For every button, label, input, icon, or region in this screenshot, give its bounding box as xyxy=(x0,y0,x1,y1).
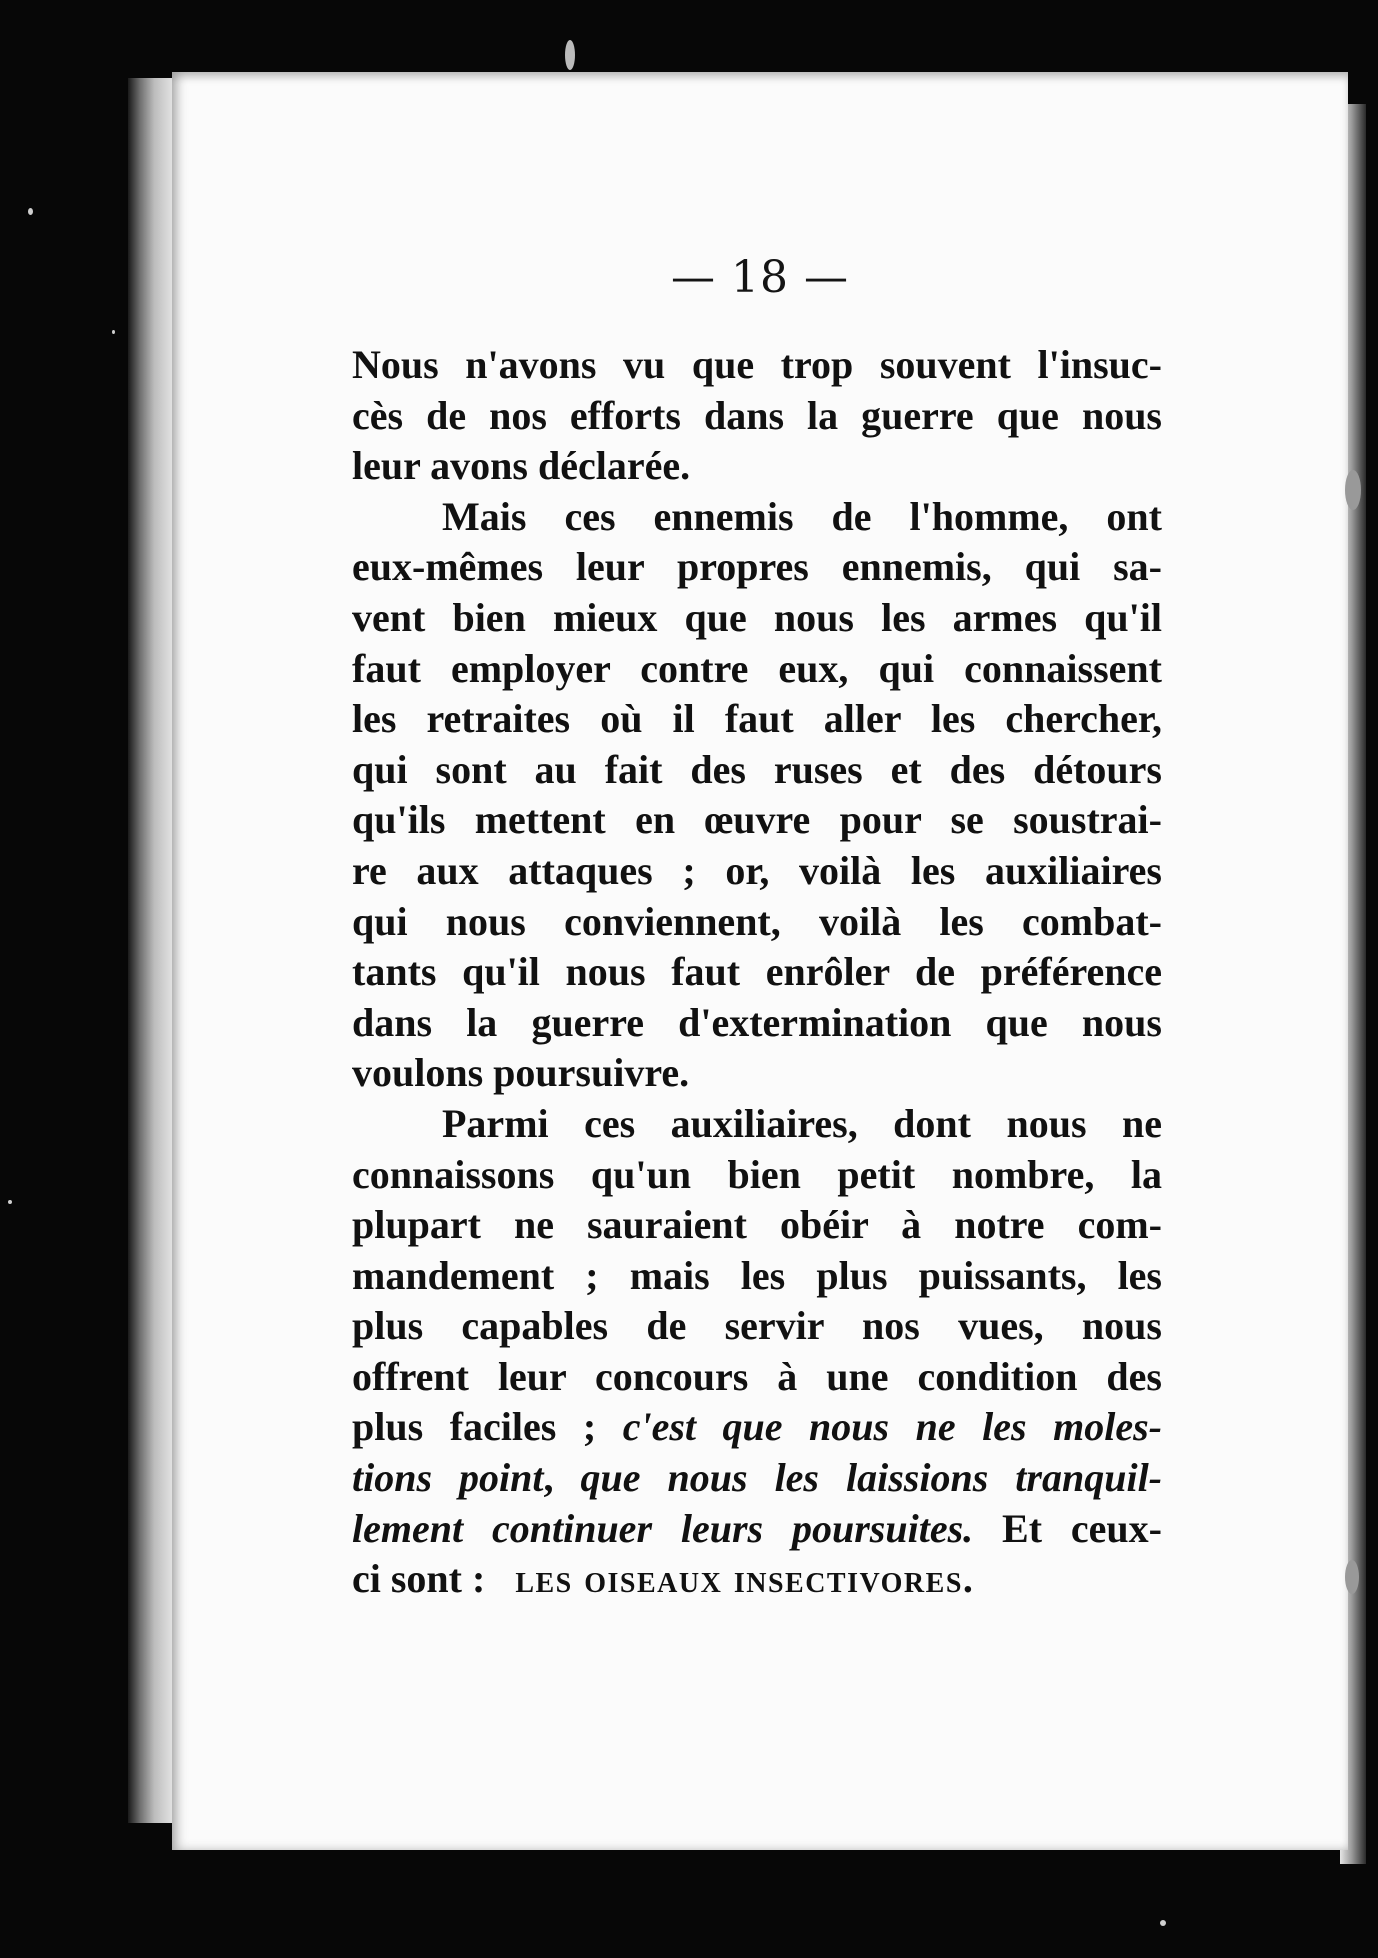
text-line: Nous n'avons vu que trop souvent l'insuc- xyxy=(352,342,1162,387)
text-line: eux-mêmes leur propres ennemis, qui sa- xyxy=(352,544,1162,590)
book-edge-left xyxy=(128,78,176,1823)
book-page xyxy=(172,72,1348,1850)
text-line: tants qu'il nous faut enrôler de préférence xyxy=(352,949,1162,995)
roman-run: Et ceux- xyxy=(1002,1505,1162,1551)
smallcaps-run: les oiseaux insectivores. xyxy=(515,1556,975,1602)
text-line: connaissons qu'un bien petit nombre, la xyxy=(352,1151,1162,1197)
text-line: Mais ces ennemis de l'homme, ont xyxy=(442,493,1162,539)
text-line: leur avons déclarée. xyxy=(352,443,691,489)
text-line: qu'ils mettent en œuvre pour se soustrai- xyxy=(352,797,1162,843)
text-line: qui sont au fait des ruses et des détours xyxy=(352,746,1162,792)
text-line: faut employer contre eux, qui connaissent xyxy=(352,645,1162,691)
text-line: plupart ne sauraient obéir à notre com- xyxy=(352,1202,1162,1248)
body-text xyxy=(352,340,1162,1605)
text-line: vent bien mieux que nous les armes qu'il xyxy=(352,594,1162,640)
text-line: plus capables de servir nos vues, nous xyxy=(352,1303,1162,1349)
text-line: Parmi ces auxiliaires, dont nous ne xyxy=(442,1100,1162,1146)
page-number: — 18 — xyxy=(671,252,849,303)
text-line: les retraites où il faut aller les chercher, xyxy=(352,696,1162,742)
text-line: re aux attaques ; or, voilà les auxiliaires xyxy=(352,847,1162,893)
italic-run: lement continuer leurs poursuites. xyxy=(352,1505,974,1551)
text-line-mixed xyxy=(352,1453,1162,1504)
roman-run: ci sont : xyxy=(352,1556,486,1602)
scan-speck xyxy=(8,1200,12,1204)
scan-speck xyxy=(112,330,115,334)
text-line: dans la guerre d'extermination que nous xyxy=(352,999,1162,1045)
scan-speck xyxy=(28,208,33,215)
scan-speck xyxy=(1160,1920,1166,1926)
text-line: offrent leur concours à une condition des xyxy=(352,1353,1162,1399)
text-line: cès de nos efforts dans la guerre que nous xyxy=(352,392,1162,438)
scan-speck xyxy=(1345,470,1361,510)
roman-run: plus faciles ; xyxy=(352,1404,597,1450)
italic-run: tions point xyxy=(352,1455,544,1501)
text-line: mandement ; mais les plus puissants, les xyxy=(352,1252,1162,1298)
italic-run: c'est que nous ne les moles- xyxy=(622,1404,1162,1450)
scan-speck xyxy=(1345,1560,1359,1594)
text-line-mixed xyxy=(352,1402,1162,1453)
text-line-mixed xyxy=(352,1504,1162,1555)
text-line-mixed xyxy=(352,1554,1162,1605)
text-line: voulons poursuivre. xyxy=(352,1050,690,1096)
roman-run: , xyxy=(543,1455,581,1501)
text-line: qui nous conviennent, voilà les combat- xyxy=(352,898,1162,944)
italic-run: que nous les laissions tranquil- xyxy=(580,1455,1163,1501)
scan-speck xyxy=(565,40,575,70)
